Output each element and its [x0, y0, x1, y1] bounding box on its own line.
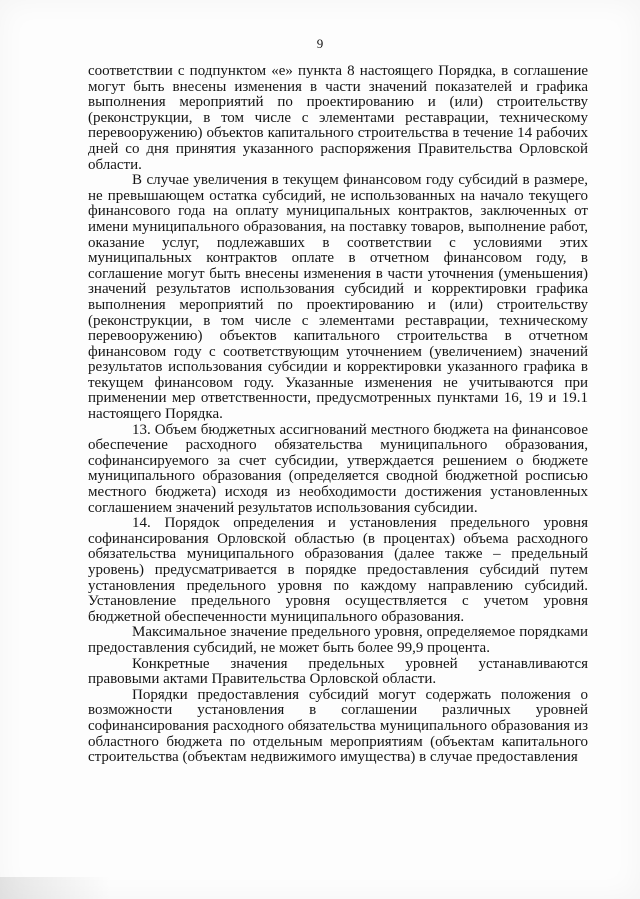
document-body — [88, 64, 588, 766]
paragraph-clause-13: 13. Объем бюджетных ассигнований местного бюджета на финансовое обеспечение расходного обязательства муниципального образования, софинансируемого за счет субсидии, утверждается решением о бюджете муниципального образования (определяется сводной бюджетной росписью местного бюджета) исходя из необходимости достижения установленных соглашением значений результатов использования субсидии. — [88, 421, 588, 516]
scan-edge-shadow — [0, 877, 110, 899]
paragraph-subsidy-increase: В случае увеличения в текущем финансовом году субсидий в размере, не превышающем остатка субсидий, не использованных на начало текущего финансового года на оплату муниципальных контрактов, заключенных от имени муниципального образования, на поставку товаров, выполнение работ, оказание услуг, подлежавших в соответствии с условиями этих муниципальных контрактов оплате в отчетном финансовом году, в соглашение могут быть внесены изменения в части уточнения (уменьшения) значений результатов использования субсидий и корректировки графика выполнения мероприятий по проектированию и (или) строительству (реконструкции, в том числе с элементами реставрации, техническому перевооружению) объектов капитального строительства в отчетном финансовом году с соответствующим уточнением (увеличением) значений результатов использования субсидии и корректировки указанного графика в текущем финансовом году. Указанные изменения не учитываются при применении мер ответственности, предусмотренных пунктами 16, 19 и 19.1 настоящего Порядка. — [88, 172, 588, 423]
paragraph-subsidy-procedures: Порядки предоставления субсидий могут содержать положения о возможности установления в соглашении различных уровней софинансирования расходного обязательства муниципального образования из областного бюджета по отдельным мероприятиям (объектам капитального строительства (объектам недвижимого имущества) в случае предоставления — [88, 686, 588, 766]
paragraph-continuation: соответствии с подпунктом «е» пункта 8 настоящего Порядка, в соглашение могут быть внесены изменения в части значений показателей и графика выполнения мероприятий по проектированию и (или) строительству (реконструкции, в том числе с элементами реставрации, техническому перевооружению) объектов капитального строительства в течение 14 рабочих дней со дня принятия указанного распоряжения Правительства Орловской области. — [88, 63, 588, 173]
paragraph-max-level: Максимальное значение предельного уровня, определяемое порядками предоставления субсидий, не может быть более 99,9 процента. — [88, 624, 588, 656]
paragraph-clause-14: 14. Порядок определения и установления предельного уровня софинансирования Орловской областью (в процентах) объема расходного обязательства муниципального образования (далее также – предельный уровень) предусматривается в порядке предоставления субсидий путем установления предельного уровня по каждому направлению субсидий. Установление предельного уровня осуществляется с учетом уровня бюджетной обеспеченности муниципального образования. — [88, 515, 588, 625]
page-number: 9 — [316, 36, 324, 51]
paragraph-specific-levels: Конкретные значения предельных уровней устанавливаются правовыми актами Правительства Орловской области. — [88, 655, 588, 688]
